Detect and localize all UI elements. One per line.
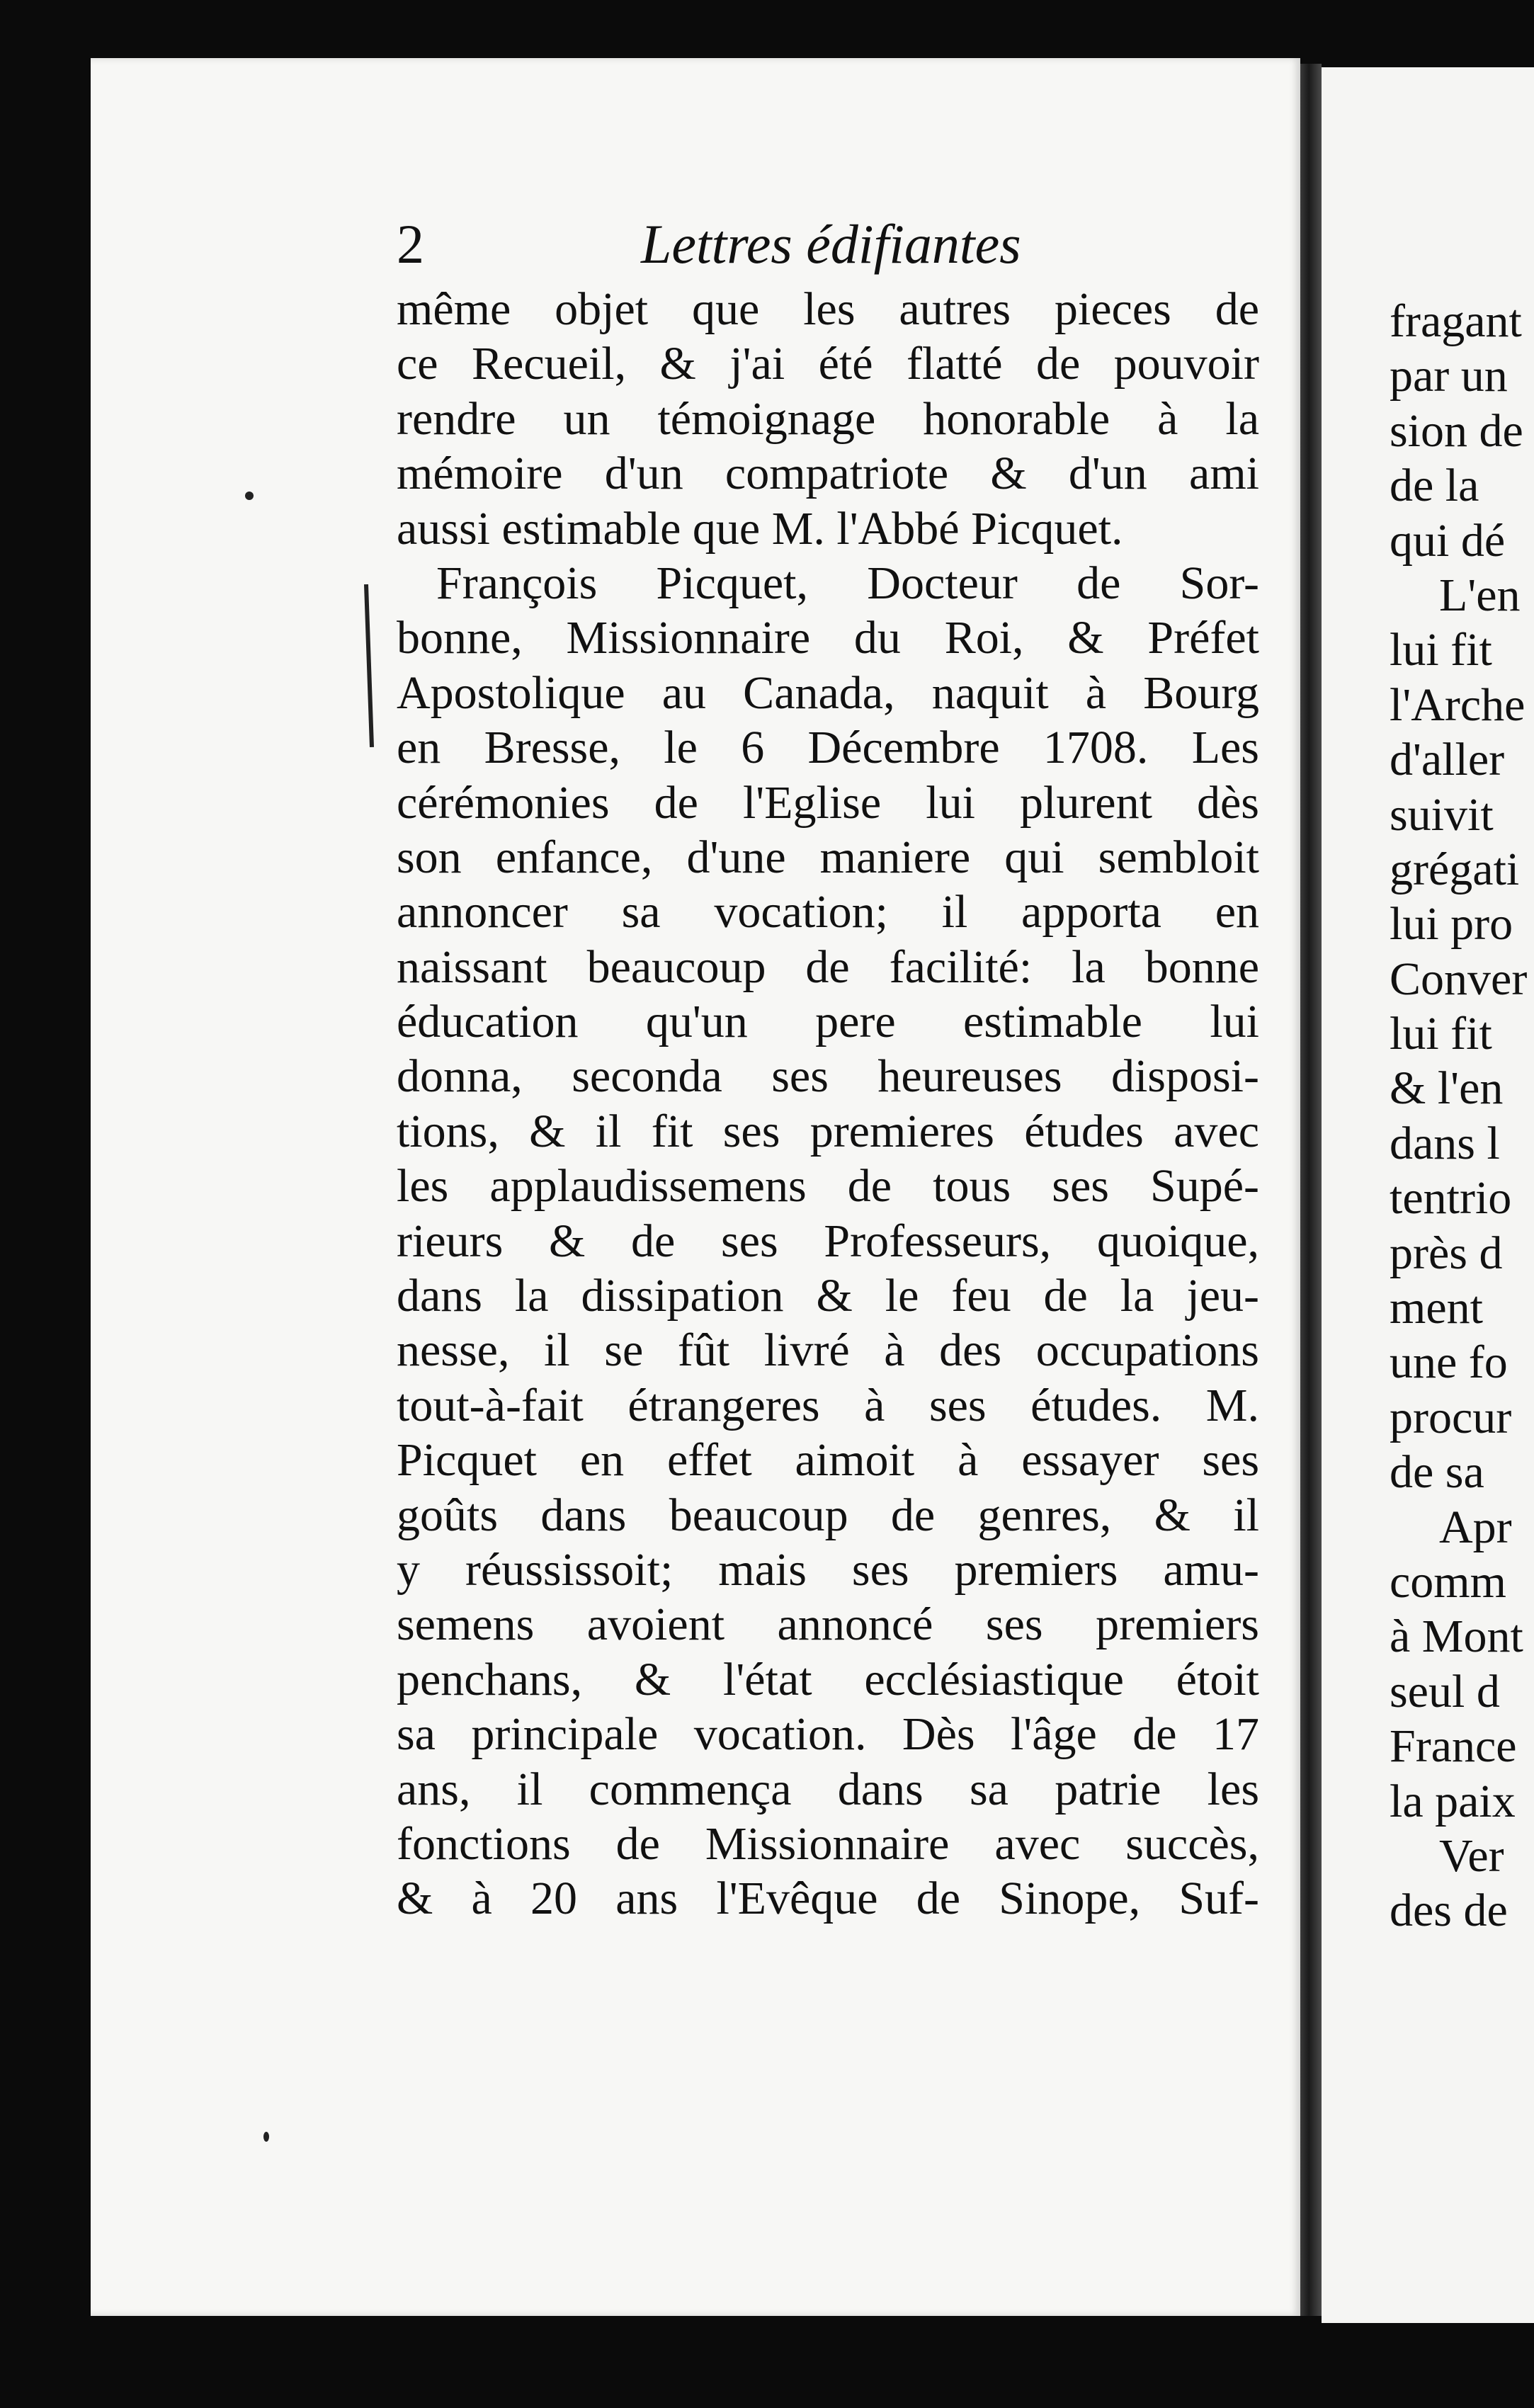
running-title: Lettres édifiantes xyxy=(641,213,1021,275)
text-line: bonne, Missionnaire du Roi, & Préfet xyxy=(397,612,1259,664)
ink-speck xyxy=(245,492,254,500)
text-line: Conver xyxy=(1390,953,1528,1005)
text-line: dans l xyxy=(1390,1117,1500,1169)
text-line: & à 20 ans l'Evêque de Sinope, Suf- xyxy=(397,1873,1259,1925)
text-line: aussi estimable que M. l'Abbé Picquet. xyxy=(397,502,1123,555)
text-line: suivit xyxy=(1390,788,1494,841)
text-line: près d xyxy=(1390,1227,1503,1279)
text-line: seul d xyxy=(1390,1665,1500,1717)
text-line: sa principale vocation. Dès l'âge de 17 xyxy=(397,1708,1259,1761)
text-line: grégati xyxy=(1390,843,1520,895)
text-line: fonctions de Missionnaire avec succès, xyxy=(397,1817,1259,1870)
text-line: rieurs & de ses Professeurs, quoique, xyxy=(397,1215,1259,1267)
text-line: même objet que les autres pieces de xyxy=(397,283,1259,335)
text-line: de la xyxy=(1390,460,1479,512)
text-line: y réussissoit; mais ses premiers amu- xyxy=(397,1543,1259,1596)
text-line: lui pro xyxy=(1390,898,1513,950)
text-line: à Mont xyxy=(1390,1611,1523,1663)
text-line: une fo xyxy=(1390,1336,1508,1389)
text-line: fragant xyxy=(1390,295,1522,347)
text-line: en Bresse, le 6 Décembre 1708. Les xyxy=(397,722,1259,774)
text-line: la paix xyxy=(1390,1775,1516,1827)
text-line: ce Recueil, & j'ai été flatté de pouvoir xyxy=(397,338,1259,390)
text-line: donna, seconda ses heureuses disposi- xyxy=(397,1050,1259,1103)
text-line: tentrio xyxy=(1390,1172,1512,1225)
text-line: cérémonies de l'Eglise lui plurent dès xyxy=(397,776,1259,829)
text-line: & l'en xyxy=(1390,1062,1504,1115)
text-line: nesse, il se fût livré à des occupations xyxy=(397,1324,1259,1377)
text-line: procur xyxy=(1390,1391,1512,1443)
right-page-text xyxy=(1390,294,1527,1938)
text-line: de sa xyxy=(1390,1446,1484,1499)
text-line: semens avoient annoncé ses premiers xyxy=(397,1598,1259,1651)
text-line: l'Arche xyxy=(1390,678,1526,731)
text-line: dans la dissipation & le feu de la jeu- xyxy=(397,1270,1259,1322)
text-line: comm xyxy=(1390,1555,1506,1608)
left-page-text xyxy=(397,282,1259,1926)
text-line: des de xyxy=(1390,1885,1508,1937)
text-line: penchans, & l'état ecclésiastique étoit xyxy=(397,1653,1259,1705)
text-line: tions, & il fit ses premieres études avec xyxy=(397,1105,1259,1157)
text-line: lui fit xyxy=(1390,1008,1492,1060)
text-line: Ver xyxy=(1439,1829,1504,1882)
text-line: Picquet en effet aimoit à essayer ses xyxy=(397,1434,1259,1487)
text-line: sion de xyxy=(1390,404,1523,457)
text-line: ans, il commença dans sa patrie les xyxy=(397,1763,1259,1815)
text-line: Apr xyxy=(1439,1501,1512,1553)
text-line: lui fit xyxy=(1390,624,1492,676)
text-line: France xyxy=(1390,1720,1517,1773)
ink-speck xyxy=(263,2132,269,2142)
text-line: naissant beaucoup de facilité: la bonne xyxy=(397,941,1259,993)
text-line: d'aller xyxy=(1390,734,1505,786)
text-line: François Picquet, Docteur de Sor- xyxy=(436,557,1259,609)
book-gutter xyxy=(1300,64,1322,2316)
text-line: qui dé xyxy=(1390,514,1506,567)
text-line: Apostolique au Canada, naquit à Bourg xyxy=(397,666,1259,719)
page-number: 2 xyxy=(397,213,424,275)
text-line: rendre un témoignage honorable à la xyxy=(397,392,1259,445)
text-line: tout-à-fait étrangeres à ses études. M. xyxy=(397,1379,1259,1431)
text-line: annoncer sa vocation; il apporta en xyxy=(397,886,1259,938)
text-line: L'en xyxy=(1439,569,1521,621)
text-line: éducation qu'un pere estimable lui xyxy=(397,996,1259,1048)
text-line: par un xyxy=(1390,350,1508,402)
text-line: mémoire d'un compatriote & d'un ami xyxy=(397,448,1259,500)
text-line: ment xyxy=(1390,1282,1483,1334)
text-line: son enfance, d'une maniere qui sembloit xyxy=(397,831,1259,883)
text-line: les applaudissemens de tous ses Supé- xyxy=(397,1160,1259,1212)
text-line: goûts dans beaucoup de genres, & il xyxy=(397,1489,1259,1541)
